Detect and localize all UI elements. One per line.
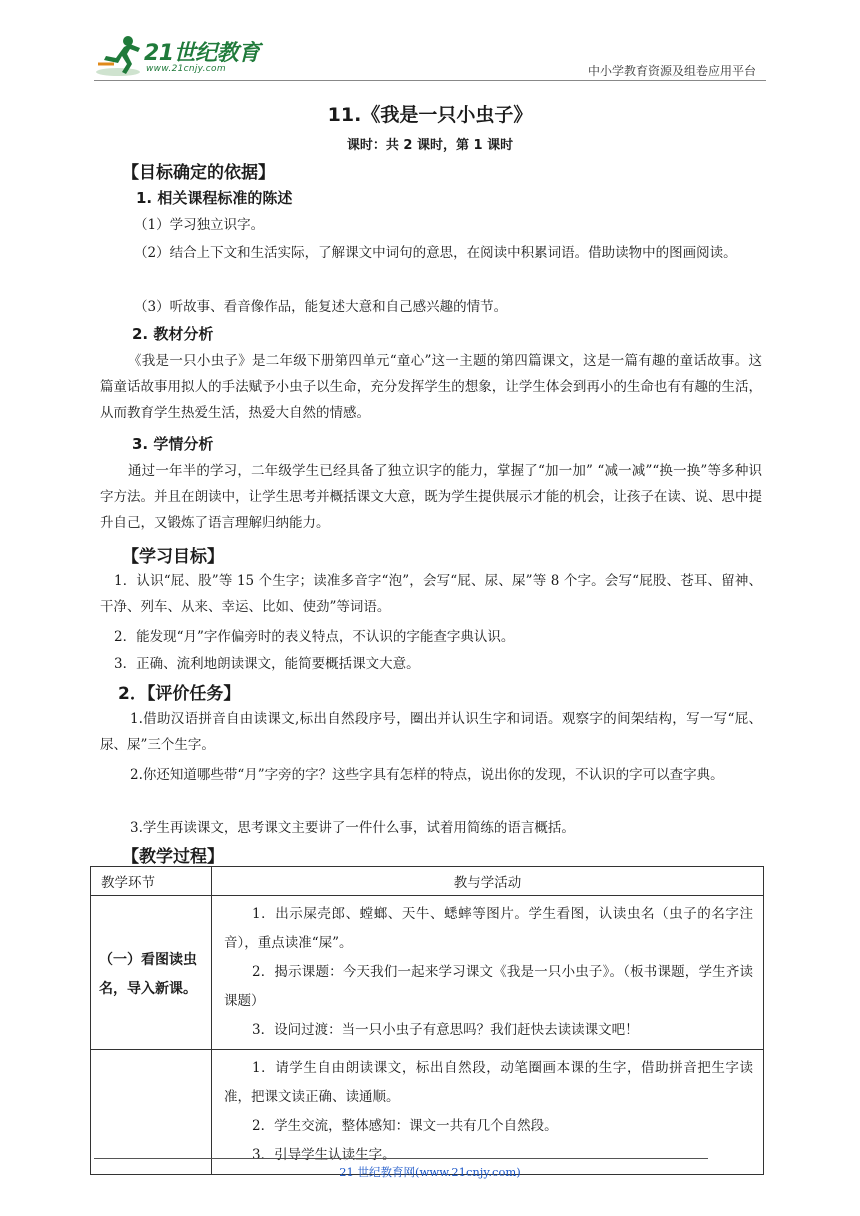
logo-url: www.21cnjy.com <box>146 64 226 74</box>
process-heading: 【教学过程】 <box>122 847 224 867</box>
basis-heading: 【目标确定的依据】 <box>122 163 275 183</box>
standard-item: （3）听故事、看音像作品，能复述大意和自己感兴趣的情节。 <box>134 299 508 315</box>
standards-heading: 1. 相关课程标准的陈述 <box>136 189 293 207</box>
learner-heading: 3. 学情分析 <box>132 435 214 453</box>
task-item: 1.借助汉语拼音自由读课文,标出自然段序号，圈出并认识生字和词语。观察字的间架结构，写一写“屁、尿、屎”三个生字。 <box>100 711 762 753</box>
lesson-subtitle: 课时：共 2 课时，第 1 课时 <box>346 138 514 153</box>
standard-item: （1）学习独立识字。 <box>134 217 265 233</box>
table-header-row <box>91 867 764 896</box>
material-text: 《我是一只小虫子》是二年级下册第四单元“童心”这一主题的第四篇课文，这是一篇有趣的童话故事。这篇童话故事用拟人的手法赋予小虫子以生命，充分发挥学生的想象，让学生体会到再小的生命也有有趣的生活，从而教育学生热爱生活，热爱大自然的情感。 <box>100 353 762 421</box>
header-divider <box>94 80 766 81</box>
material-heading: 2. 教材分析 <box>132 325 214 343</box>
activity-cell <box>212 1050 764 1175</box>
goal-item: 2．能发现“月”字作偏旁时的表义特点，不认识的字能查字典认识。 <box>114 629 515 645</box>
runner-logo-icon <box>94 34 146 78</box>
standard-item: （2）结合上下文和生活实际，了解课文中词句的意思，在阅读中积累词语。借助读物中的图画阅读。 <box>134 245 737 261</box>
footer-link[interactable]: 21 世纪教育网(www.21cnjy.com) <box>339 1165 521 1179</box>
logo-text: 21世纪教育 <box>144 41 260 66</box>
site-logo[interactable] <box>94 28 264 80</box>
goal-item: 1．认识“屁、股”等 15 个生字；读准多音字“泡”，会写“屁、尿、屎”等 8 个字。会写“屁股、苍耳、留神、干净、列车、从来、幸运、比如、使劲”等词语。 <box>100 573 762 615</box>
table-row <box>91 896 764 1050</box>
activity-item: 2．学生交流，整体感知：课文一共有几个自然段。 <box>252 1118 558 1134</box>
goal-item: 3．正确、流利地朗读课文，能简要概括课文大意。 <box>114 656 420 672</box>
goals-heading: 【学习目标】 <box>122 547 224 567</box>
column-header-activity: 教与学活动 <box>212 867 764 896</box>
footer-divider <box>94 1158 708 1159</box>
lesson-title: 11.《我是一只小虫子》 <box>327 104 533 126</box>
activity-cell <box>212 896 764 1050</box>
stage-label <box>91 1050 211 1100</box>
task-item: 2.你还知道哪些带“月”字旁的字？这些字具有怎样的特点，说出你的发现，不认识的字可以查字典。 <box>130 767 724 783</box>
stage-cell <box>91 896 212 1050</box>
table-row <box>91 1050 764 1175</box>
task-item: 3.学生再读课文，思考课文主要讲了一件什么事，试着用简练的语言概括。 <box>130 820 575 836</box>
stage-cell <box>91 1050 212 1175</box>
learner-text: 通过一年半的学习，二年级学生已经具备了独立识字的能力，掌握了“加一加” “减一减”“换一换”等多种识字方法。并且在朗读中，让学生思考并概括课文大意，既为学生提供展示才能的机会，让孩子在读、说、思中提升自己，又锻炼了语言理解归纳能力。 <box>100 463 762 531</box>
activity-item: 3．引导学生认读生字。 <box>252 1147 396 1163</box>
activity-list <box>212 1050 763 1174</box>
process-table <box>90 866 764 1175</box>
activity-item: 3．设问过渡：当一只小虫子有意思吗？我们赶快去读读课文吧！ <box>252 1022 639 1038</box>
activity-list <box>212 896 763 1049</box>
column-header-stage: 教学环节 <box>91 867 212 896</box>
platform-label: 中小学教育资源及组卷应用平台 <box>587 64 756 78</box>
activity-item: 2．揭示课题：今天我们一起来学习课文《我是一只小虫子》。（板书课题，学生齐读课题） <box>224 964 753 1009</box>
stage-label: （一）看图读虫名，导入新课。 <box>99 952 197 997</box>
tasks-heading: 2．【评价任务】 <box>118 684 241 704</box>
activity-item: 1．请学生自由朗读课文，标出自然段，动笔圈画本课的生字，借助拼音把生字读准，把课文读正确、读通顺。 <box>224 1060 753 1105</box>
activity-item: 1．出示屎壳郎、螳螂、天牛、蟋蟀等图片。学生看图，认读虫名（虫子的名字注音），重点读准“屎”。 <box>224 906 753 951</box>
